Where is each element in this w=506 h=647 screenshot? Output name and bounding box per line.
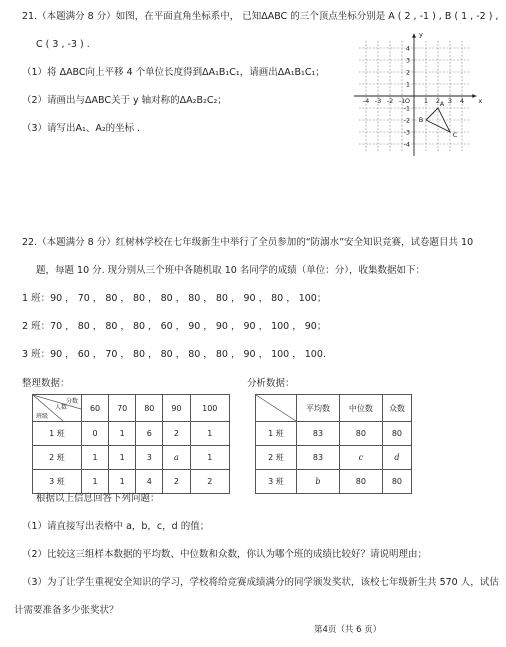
- x-tick-label: -1: [398, 97, 406, 105]
- header-cell: 80: [136, 395, 163, 422]
- table-cell: 2: [163, 470, 190, 494]
- table-cell: 80: [382, 422, 411, 446]
- y-tick-label: 2: [405, 68, 410, 77]
- diagonal-header-cell: [256, 395, 297, 422]
- table-cell: 2: [163, 422, 190, 446]
- y-tick-label: -2: [403, 116, 410, 125]
- q22-stem-line1: 22.（本题满分 8 分）红树林学校在七年级新生中举行了全员参加的“防溺水”安全知识竞赛，试卷题目共 10: [22, 237, 474, 248]
- row-label: 1 班: [33, 422, 82, 446]
- x-tick-label: 2: [435, 97, 441, 105]
- table-cell: 1: [109, 422, 136, 446]
- y-axis-label: y: [419, 30, 423, 39]
- table-row: [33, 446, 230, 470]
- diagonal-header-cell: [33, 395, 82, 422]
- q21-part3: （3）请写出A₁、A₂的坐标 .: [22, 123, 141, 134]
- point-a-label: A: [439, 100, 445, 108]
- table-row: [256, 446, 412, 470]
- table-cell: 80: [339, 470, 382, 494]
- table-cell: 1: [82, 470, 109, 494]
- table-row: [33, 395, 230, 422]
- corner-score-label: 分数: [65, 398, 78, 405]
- y-tick-label: -1: [403, 104, 410, 113]
- y-tick-label: 4: [405, 44, 410, 53]
- table-row: [33, 470, 230, 494]
- table-cell: 80: [382, 470, 411, 494]
- y-axis-arrow: [412, 34, 416, 38]
- class3-scores: 3 班：90 ， 60 ， 70 ， 80 ， 80 ， 80 ， 80 ， 90 ， 100 ， 100.: [22, 349, 326, 360]
- table-cell: 4: [136, 470, 163, 494]
- x-axis-arrow: [472, 94, 476, 98]
- corner-count-label: 人数: [55, 404, 68, 411]
- header-cell: 70: [109, 395, 136, 422]
- x-tick-label: 1: [423, 97, 429, 105]
- table-cell: 83: [297, 446, 340, 470]
- header-cell: 中位数: [339, 395, 382, 422]
- table-cell: 1: [109, 446, 136, 470]
- organize-data-title: 整理数据：: [22, 378, 70, 389]
- table-cell: c: [339, 446, 382, 470]
- q22-part1: （1）请直接写出表格中 a，b，c，d 的值；: [22, 521, 210, 532]
- row-label: 3 班: [256, 470, 297, 494]
- y-tick-label: 3: [405, 56, 410, 65]
- row-label: 2 班: [33, 446, 82, 470]
- x-tick-label: -2: [386, 97, 394, 105]
- x-axis-label: x: [478, 97, 483, 105]
- table-row: [256, 395, 412, 422]
- q21-stem-line2: C ( 3 , -3 ) .: [36, 39, 90, 50]
- header-cell: 众数: [382, 395, 411, 422]
- point-c-label: C: [452, 131, 458, 139]
- analysis-data-table: [255, 394, 412, 494]
- table-row: [256, 422, 412, 446]
- table-cell: d: [382, 446, 411, 470]
- table-cell: 3: [136, 446, 163, 470]
- header-cell: 90: [163, 395, 190, 422]
- table-cell: 1: [190, 446, 230, 470]
- analysis-data-title: 分析数据：: [247, 378, 295, 389]
- table-cell: 6: [136, 422, 163, 446]
- table-cell: 1: [190, 422, 230, 446]
- q21-part1: （1）将 ΔABC向上平移 4 个单位长度得到ΔA₁B₁C₁，请画出ΔA₁B₁C₁；: [22, 67, 325, 78]
- row-label: 3 班: [33, 470, 82, 494]
- class1-scores: 1 班：90 ， 70 ， 80 ， 80 ， 80 ， 80 ， 80 ， 90 ， 80 ， 100；: [22, 293, 327, 304]
- q22-part3-cont: 计需要准备多少张奖状？: [14, 605, 119, 616]
- point-b-label: B: [418, 116, 424, 124]
- y-tick-label: 1: [405, 80, 410, 89]
- y-tick-label: -3: [403, 128, 410, 137]
- table-cell: 1: [82, 446, 109, 470]
- coordinate-grid-figure: [352, 30, 488, 160]
- origin-label: O: [404, 97, 410, 105]
- coordinate-grid-svg: [352, 30, 488, 160]
- q22-prompt: 根据以上信息回答下列问题：: [36, 493, 160, 504]
- row-label: 1 班: [256, 422, 297, 446]
- table-cell: a: [163, 446, 190, 470]
- page-footer: 第4页（共 6 页）: [314, 625, 382, 635]
- table-cell: 0: [82, 422, 109, 446]
- table-row: [33, 422, 230, 446]
- q22-stem-line2: 题，每题 10 分. 现分别从三个班中各随机取 10 名同学的成绩（单位：分），收集数据如下：: [36, 265, 426, 276]
- table-cell: 83: [297, 422, 340, 446]
- q22-part2: （2）比较这三组样本数据的平均数、中位数和众数，你认为哪个班的成绩比较好？请说明理由；: [22, 549, 428, 560]
- x-tick-label: -4: [362, 97, 370, 105]
- q22-part3: （3）为了让学生重视安全知识的学习，学校将给竞赛成绩满分的同学颁发奖状，该校七年级新生共 570 人，试估: [22, 577, 499, 588]
- table-cell: b: [297, 470, 340, 494]
- table-cell: 1: [109, 470, 136, 494]
- axes: [354, 34, 476, 156]
- class2-scores: 2 班：70 ， 80 ， 80 ， 80 ， 60 ， 90 ， 90 ， 90 ， 100 ， 90；: [22, 321, 327, 332]
- x-tick-label: 4: [459, 97, 465, 105]
- diagonal-line: [256, 395, 296, 421]
- table-cell: 2: [190, 470, 230, 494]
- y-tick-label: -4: [403, 140, 410, 149]
- corner-class-label: 班级: [36, 413, 49, 420]
- table-row: [256, 470, 412, 494]
- header-cell: 60: [82, 395, 109, 422]
- x-tick-label: -3: [374, 97, 382, 105]
- header-cell: 平均数: [297, 395, 340, 422]
- q21-stem-line1: 21.（本题满分 8 分）如图，在平面直角坐标系中， 已知ΔABC 的三个顶点坐标分别是 A ( 2 , -1 ) , B ( 1 , -2 ) ,: [22, 11, 499, 22]
- row-label: 2 班: [256, 446, 297, 470]
- organize-data-table: [32, 394, 230, 494]
- x-tick-label: 3: [447, 97, 453, 105]
- q21-part2: （2）请画出与ΔABC关于 y 轴对称的ΔA₂B₂C₂；: [22, 95, 227, 106]
- table-cell: 80: [339, 422, 382, 446]
- header-cell: 100: [190, 395, 230, 422]
